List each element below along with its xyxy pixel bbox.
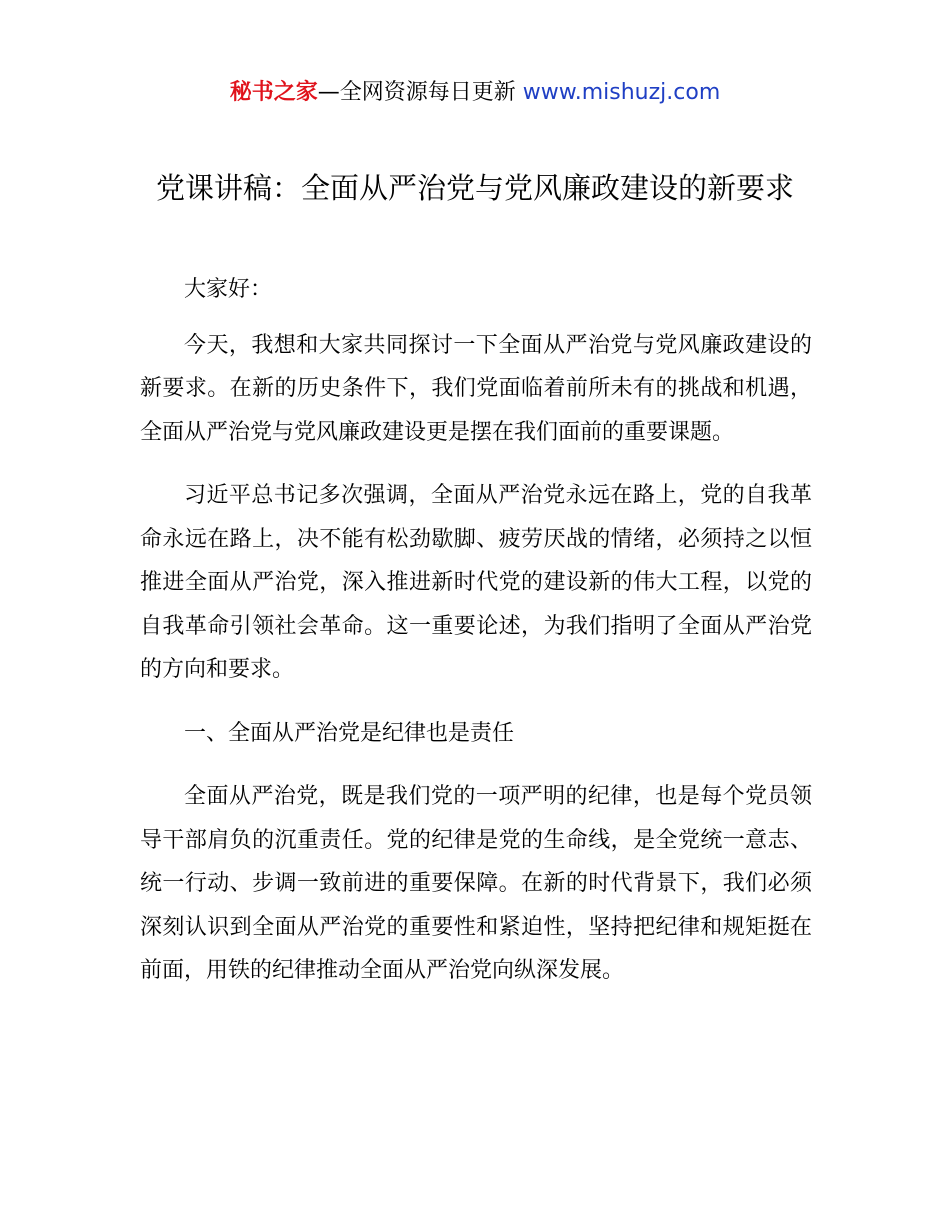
- document-body: [140, 268, 812, 1013]
- body-paragraph: 全面从严治党，既是我们党的一项严明的纪律，也是每个党员领导干部肩负的沉重责任。党的纪律是党的生命线，是全党统一意志、统一行动、步调一致前进的重要保障。在新的时代背景下，我们必须深刻认识到全面从严治党的重要性和紧迫性，坚持把纪律和规矩挺在前面，用铁的纪律推动全面从严治党向纵深发展。: [140, 784, 812, 983]
- site-header: [0, 78, 950, 108]
- body-paragraph: 今天，我想和大家共同探讨一下全面从严治党与党风廉政建设的新要求。在新的历史条件下，我们党面临着前所未有的挑战和机遇，全面从严治党与党风廉政建设更是摆在我们面前的重要课题。: [140, 332, 812, 445]
- greeting-paragraph: 大家好：: [184, 277, 273, 302]
- body-paragraph: 习近平总书记多次强调，全面从严治党永远在路上，党的自我革命永远在路上，决不能有松劲歇脚、疲劳厌战的情绪，必须持之以恒推进全面从严治党，深入推进新时代党的建设新的伟大工程，以党的自我革命引领社会革命。这一重要论述，为我们指明了全面从严治党的方向和要求。: [140, 483, 812, 682]
- section-heading: 一、全面从严治党是纪律也是责任: [184, 720, 515, 746]
- site-url-link[interactable]: www.mishuzj.com: [522, 80, 721, 105]
- site-brand: 秘书之家: [229, 80, 318, 105]
- document-title: 党课讲稿：全面从严治党与党风廉政建设的新要求: [155, 171, 794, 205]
- site-tagline: —全网资源每日更新: [317, 80, 523, 105]
